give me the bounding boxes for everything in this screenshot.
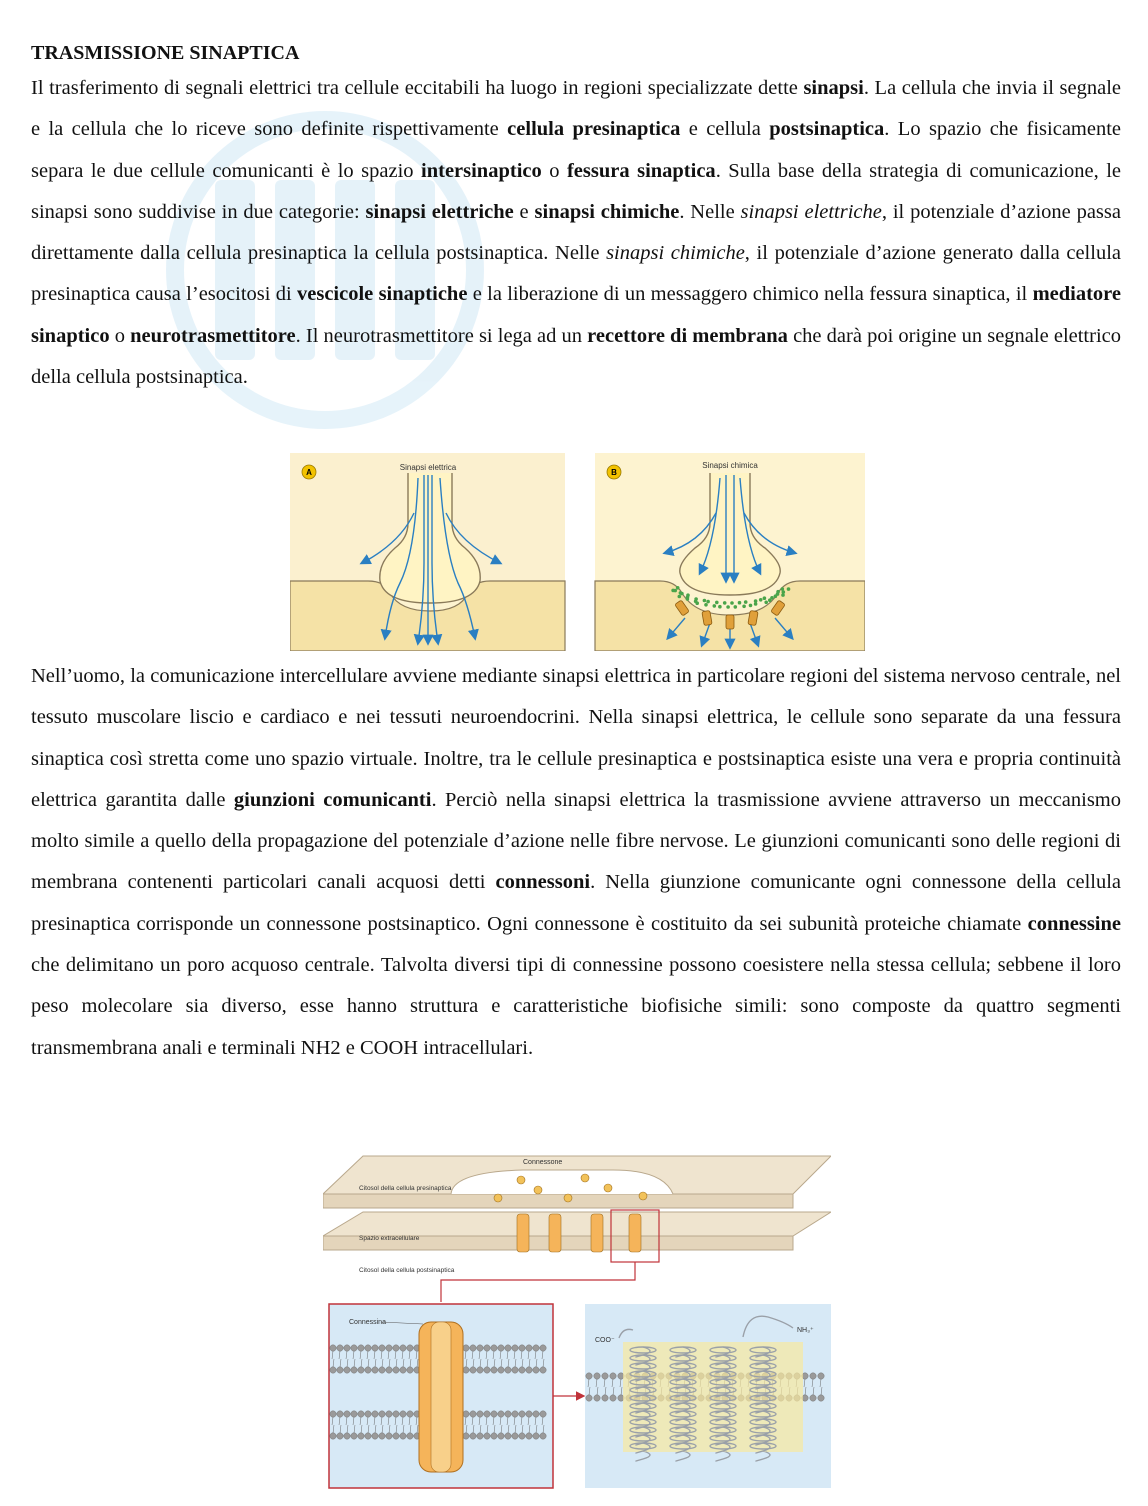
text-run: Nell’uomo, la comunicazione intercellulare avviene mediante sinapsi elettrica in particolare regioni del sistema nervoso centrale, nel tessuto muscolare liscio e cardiaco e nei tessuti neuroendocrini. Nella sinapsi elettrica, le cellule sono separate da una fessura sinaptica così stretta come uno spazio virtuale. Inoltre, tra le cellule presinaptica e postsinaptica esiste una vera e propria continuità elettrica garantita dalle xyxy=(31,665,1121,811)
figure-gap-junction xyxy=(323,1152,831,1490)
text-run: e cellula xyxy=(680,118,770,141)
bold-term: sinapsi xyxy=(803,77,864,99)
panel-b-letter: B xyxy=(611,468,617,477)
label-citosol-pre xyxy=(359,1185,452,1192)
text-run: , il potenziale d’azione passa direttamente dalla cellula presinaptica la cellula postsinaptica. Nelle xyxy=(31,200,1121,265)
label-nh3: NH₃⁺ xyxy=(797,1327,814,1334)
label-citosol-post xyxy=(359,1267,455,1274)
connexin-topology xyxy=(585,1304,831,1488)
bold-term: cellula presinaptica xyxy=(507,118,681,141)
text-run: o xyxy=(541,159,567,182)
paragraph-2 xyxy=(31,656,1121,1069)
page-title: TRASMISSIONE SINAPTICA xyxy=(31,42,300,64)
panel-a-label: Sinapsi elettrica xyxy=(399,463,457,472)
italic-term: sinapsi chimiche xyxy=(606,242,745,265)
connexin-detail xyxy=(329,1304,583,1488)
bold-term: connessine xyxy=(1027,912,1121,935)
label-connessina: Connessina xyxy=(349,1319,386,1326)
bold-term: giunzioni comunicanti xyxy=(233,788,432,811)
bold-term: fessura sinaptica xyxy=(566,159,716,182)
text-run: . Sulla base della strategia di comunicazione, le sinapsi sono suddivise in due categorie: xyxy=(31,159,1122,223)
bold-term: mediatore sinaptico xyxy=(31,283,1121,347)
bold-term: postsinaptica xyxy=(769,118,885,141)
panel-a-letter: A xyxy=(306,468,312,477)
document-body-2 xyxy=(31,656,1121,1069)
text-run: . Nella giunzione comunicante ogni connessone della cellula presinaptica corrisponde un connessone postsinaptico. Ogni connessone è costituito da sei subunità proteiche chiamate xyxy=(31,871,1122,935)
gap-junction-overview xyxy=(323,1156,831,1302)
bold-term: vescicole sinaptiche xyxy=(297,283,468,306)
text-run: e xyxy=(513,200,535,223)
text-run: che darà poi origine un segnale elettrico della cellula postsinaptica. xyxy=(31,324,1121,389)
paragraph-1 xyxy=(31,68,1121,398)
bold-term: connessoni xyxy=(495,871,591,894)
text-run: . Lo spazio che fisicamente separa le due cellule comunicanti è lo spazio xyxy=(31,118,1122,182)
text-run: Il trasferimento di segnali elettrici tra cellule eccitabili ha luogo in regioni specializzate dette xyxy=(31,77,804,99)
label-citosol-pre-text: Citosol della cellula presinaptica xyxy=(359,1185,452,1192)
panel-chemical-synapse xyxy=(595,453,865,651)
text-run: , il potenziale d’azione generato dalla cellula presinaptica causa l’esocitosi di xyxy=(31,242,1121,306)
label-spazio: Spazio extracellulare xyxy=(359,1235,420,1242)
text-run: . Il neurotrasmettitore si lega ad un xyxy=(295,324,588,347)
text-run: che delimitano un poro acquoso centrale. Talvolta diversi tipi di connessine possono coesistere nella stessa cellula; sebbene il loro peso molecolare sia diverso, esse hanno struttura e caratteristiche biofisiche simili: sono composte da quattro segmenti transmembrana anali e terminali NH2 e COOH intracellulari. xyxy=(31,954,1121,1059)
label-citosol-post-text: Citosol della cellula postsinaptica xyxy=(359,1267,455,1274)
text-run: e la liberazione di un messaggero chimico nella fessura sinaptica, il xyxy=(467,283,1033,306)
document-body xyxy=(31,40,1121,398)
text-run: . Perciò nella sinapsi elettrica la trasmissione avviene attraverso un meccanismo molto simile a quello della propagazione del potenziale d’azione nelle fibre nervose. Le giunzioni comunicanti sono delle regioni di membrana contenenti particolari canali acquosi detti xyxy=(31,788,1121,894)
bold-term: sinapsi elettriche xyxy=(365,200,514,223)
label-coo: COO⁻ xyxy=(595,1337,615,1344)
label-connessone: Connessone xyxy=(523,1159,563,1166)
bold-term: neurotrasmettitore xyxy=(130,324,296,347)
bold-term: sinapsi chimiche xyxy=(534,200,680,223)
italic-term: sinapsi elettriche xyxy=(740,200,882,223)
text-run: . Nelle xyxy=(679,200,741,223)
text-run: . La cellula che invia il segnale e la cellula che lo riceve sono definite rispettivamente xyxy=(31,77,1121,141)
text-run: o xyxy=(109,324,131,347)
panel-b-label: Sinapsi chimica xyxy=(702,461,758,470)
bold-term: recettore di membrana xyxy=(587,324,788,347)
panel-electrical-synapse xyxy=(290,453,565,651)
bold-term: intersinaptico xyxy=(421,159,542,182)
figure-synapses xyxy=(290,453,865,651)
